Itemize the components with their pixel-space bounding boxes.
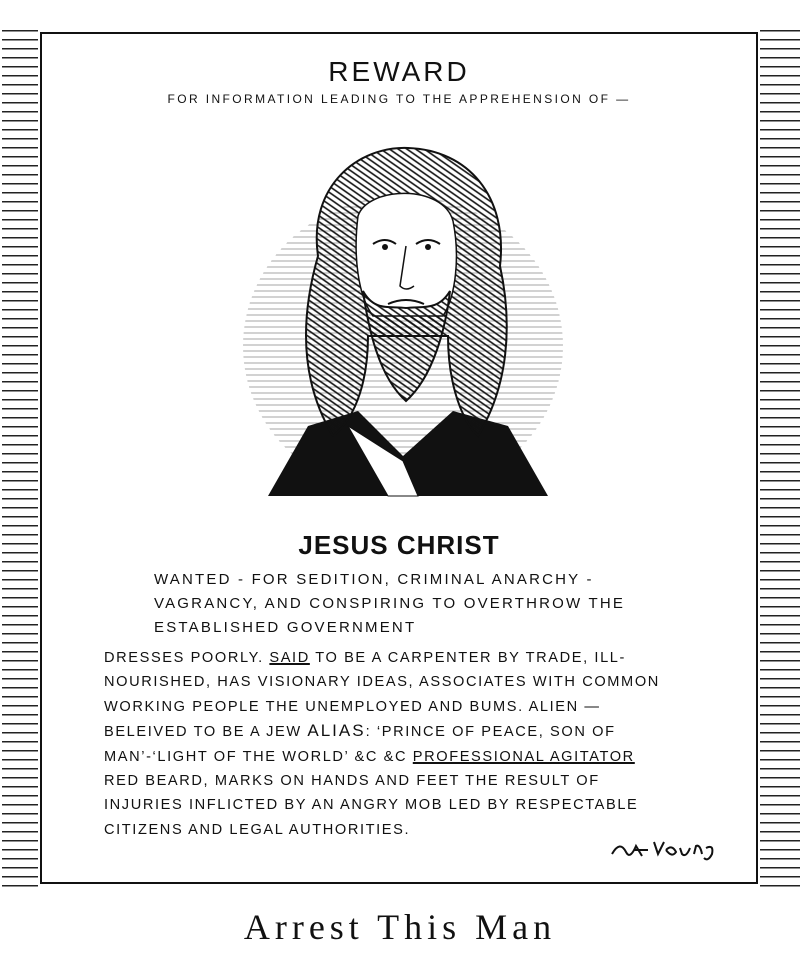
wanted-name: JESUS CHRIST — [298, 530, 500, 560]
wanted-poster — [40, 32, 758, 884]
right-hatched-edge — [760, 30, 800, 890]
description-line — [104, 719, 744, 744]
description-line: INJURIES INFLICTED BY AN ANGRY MOB LED BY RESPECTABLE — [104, 797, 639, 814]
description-text: MAN’-‘LIGHT OF THE WORLD’ &C &C — [104, 748, 413, 765]
description-text: DRESSES POORLY. — [104, 650, 270, 666]
reward-heading: REWARD — [328, 56, 470, 87]
professional-agitator-text: PROFESSIONAL AGITATOR — [412, 748, 635, 765]
description-line: RED BEARD, MARKS ON HANDS AND FEET THE RESULT OF — [104, 773, 600, 790]
description-text: TO BE A CARPENTER BY TRADE, ILL- — [309, 650, 626, 666]
artist-signature — [606, 832, 726, 866]
wanted-charges — [154, 568, 674, 640]
left-hatched-edge — [2, 30, 38, 890]
description-line — [104, 745, 744, 769]
description-underlined-text: SAID — [269, 650, 310, 666]
description-line: WORKING PEOPLE THE UNEMPLOYED AND BUMS. ALIEN — — [104, 698, 601, 715]
description-line — [104, 646, 744, 670]
description-line: NOURISHED, HAS VISIONARY IDEAS, ASSOCIATES WITH COMMON — [104, 674, 660, 691]
description-text: : ‘PRINCE OF PEACE, SON OF — [365, 724, 616, 741]
reward-subheading: FOR INFORMATION LEADING TO THE APPREHENSION OF — — [167, 92, 631, 106]
description-block — [104, 646, 744, 842]
description-line: CITIZENS AND LEGAL AUTHORITIES. — [104, 821, 411, 838]
charges-line: ESTABLISHED GOVERNMENT — [154, 619, 417, 636]
caption: Arrest This Man — [243, 907, 557, 947]
charges-line: WANTED - FOR SEDITION, CRIMINAL ANARCHY - — [154, 571, 594, 588]
charges-line: VAGRANCY, AND CONSPIRING TO OVERTHROW THE — [154, 595, 626, 612]
description-text: BELEIVED TO BE A JEW — [104, 724, 308, 741]
portrait-illustration — [238, 126, 568, 516]
alias-label: ALIAS — [307, 721, 366, 741]
